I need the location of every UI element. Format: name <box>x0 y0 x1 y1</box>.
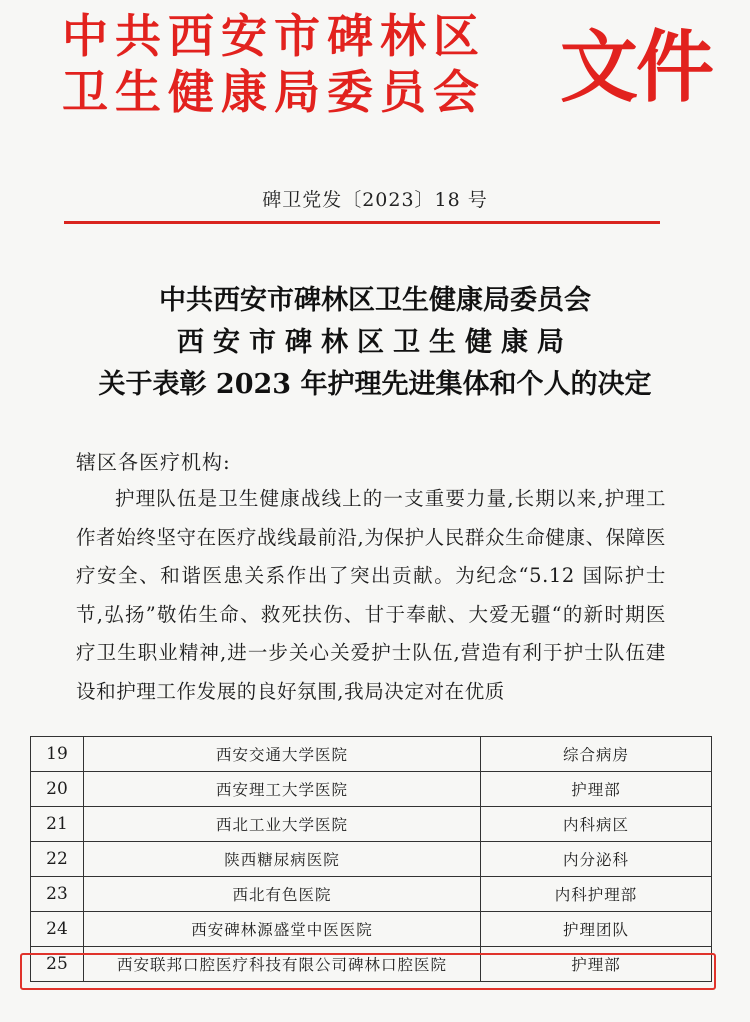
table-row <box>31 842 712 877</box>
department: 护理部 <box>481 772 712 807</box>
org-name-line-2: 卫生健康局委员会 <box>62 65 486 119</box>
title-line-1: 中共西安市碑林区卫生健康局委员会 <box>159 285 591 316</box>
table-row <box>31 912 712 947</box>
department: 护理团队 <box>481 912 712 947</box>
document-letterhead <box>0 0 750 180</box>
red-divider-line <box>64 221 660 224</box>
org-name-line-1: 中共西安市碑林区 <box>62 9 486 63</box>
hospital-name: 西安理工大学医院 <box>84 772 481 807</box>
document-title <box>0 280 750 406</box>
department: 护理部 <box>481 947 712 982</box>
hospital-name: 陕西糖尿病医院 <box>84 842 481 877</box>
department: 综合病房 <box>481 737 712 772</box>
document-number: 碑卫党发〔2023〕18 号 <box>262 189 488 211</box>
row-number: 23 <box>31 877 84 912</box>
table-row <box>31 947 712 982</box>
table-row <box>31 737 712 772</box>
department: 内科病区 <box>481 807 712 842</box>
row-number: 24 <box>31 912 84 947</box>
table-row <box>31 772 712 807</box>
department: 内分泌科 <box>481 842 712 877</box>
body-paragraph: 护理队伍是卫生健康战线上的一支重要力量,长期以来,护理工作者始终坚守在医疗战线最前沿,为保护人民群众生命健康、保障医疗安全、和谐医患关系作出了突出贡献。为纪念“5.12 国际护士节,弘扬”敬佑生命、救死扶伤、甘于奉献、大爱无疆“的新时期医疗卫生职业精神,进一步关心关爱护士队伍,营造有利于护士队伍建设和护理工作发展的良好氛围,我局决定对在优质 <box>76 487 666 703</box>
hospital-name: 西北有色医院 <box>84 877 481 912</box>
title-line-3: 关于表彰 2023 年护理先进集体和个人的决定 <box>98 369 652 400</box>
hospital-name: 西安碑林源盛堂中医医院 <box>84 912 481 947</box>
hospital-name: 西安交通大学医院 <box>84 737 481 772</box>
row-number: 25 <box>31 947 84 982</box>
row-number: 21 <box>31 807 84 842</box>
table-row <box>31 877 712 912</box>
issuing-organization <box>62 8 562 120</box>
row-number: 20 <box>31 772 84 807</box>
row-number: 22 <box>31 842 84 877</box>
title-line-2: 西安市碑林区卫生健康局 <box>177 327 573 358</box>
row-number: 19 <box>31 737 84 772</box>
hospital-name: 西安联邦口腔医疗科技有限公司碑林口腔医院 <box>84 947 481 982</box>
award-table <box>30 736 712 982</box>
salutation: 辖区各医疗机构: <box>76 450 231 474</box>
hospital-name: 西北工业大学医院 <box>84 807 481 842</box>
table-row <box>31 807 712 842</box>
document-label: 文件 <box>560 23 713 113</box>
department: 内科护理部 <box>481 877 712 912</box>
